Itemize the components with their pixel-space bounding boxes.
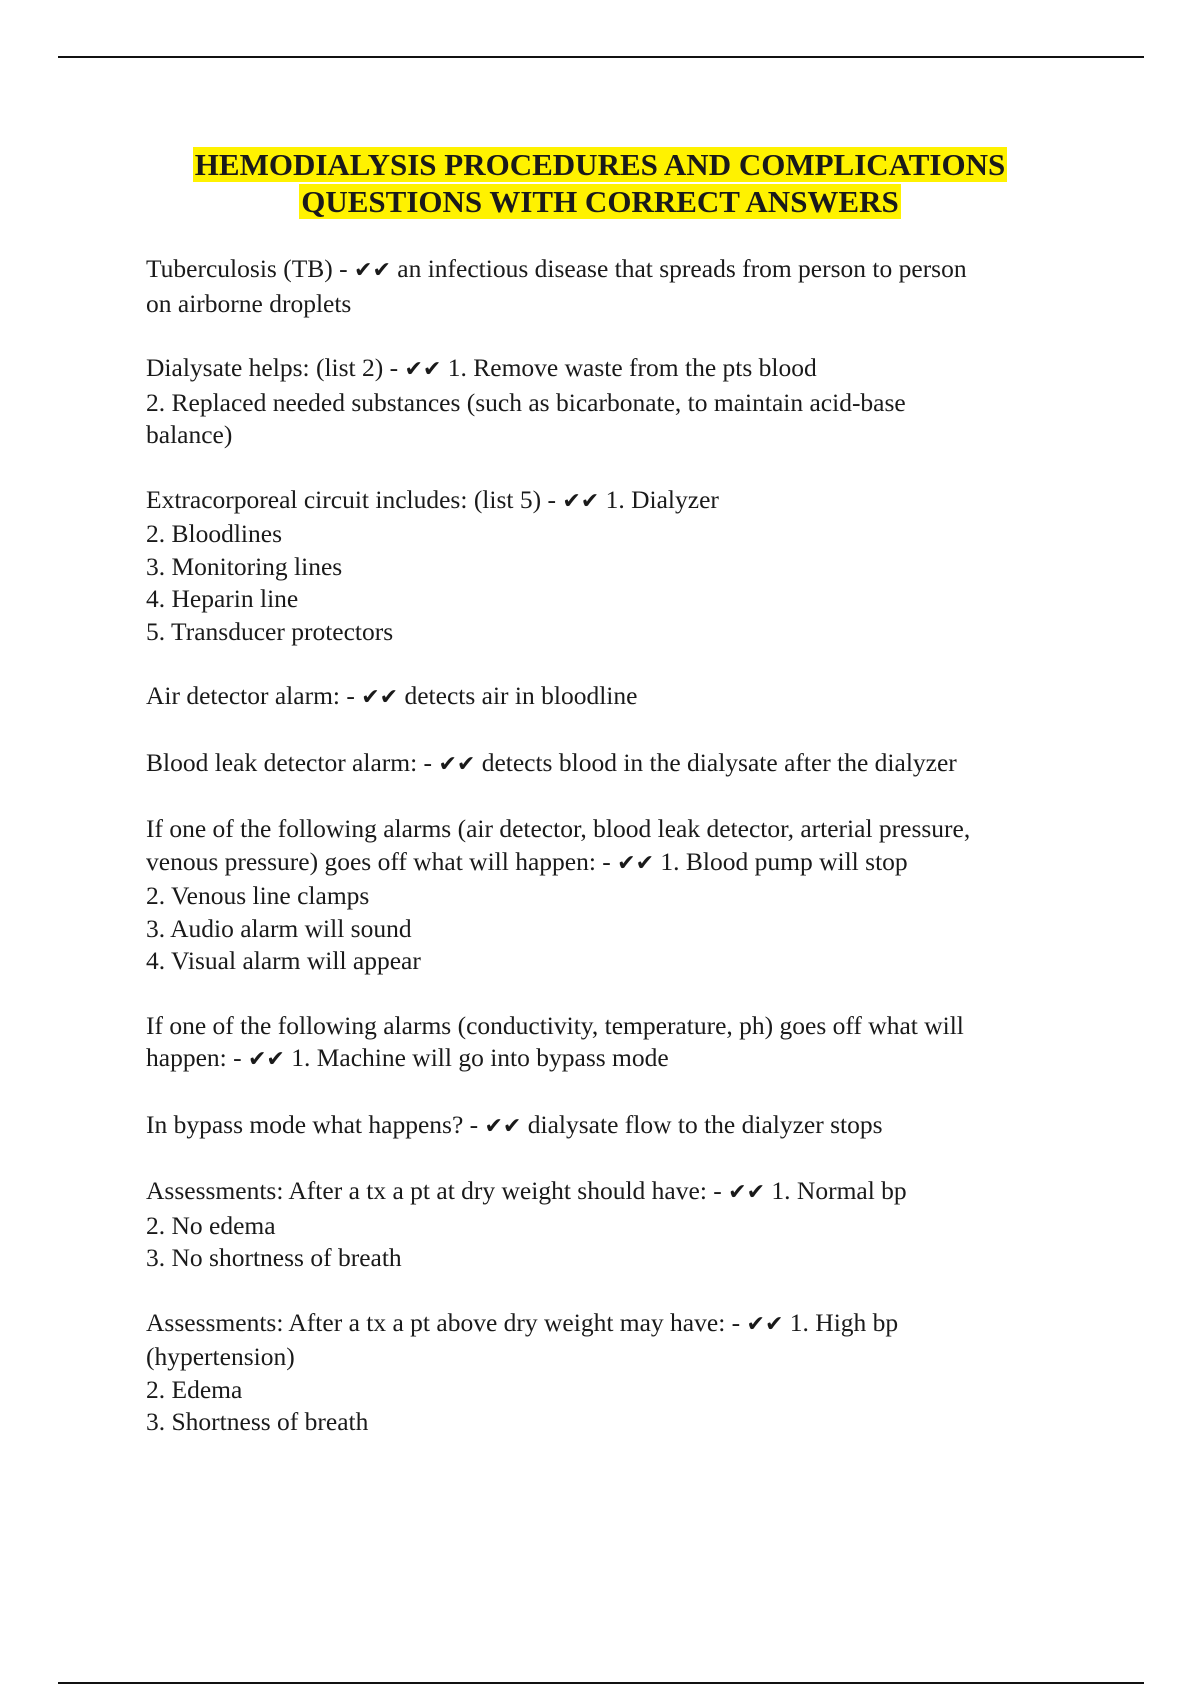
header-rule: [58, 56, 1144, 58]
qa-item: [146, 1109, 1086, 1144]
double-check-icon: ✔✔: [438, 751, 476, 777]
qa-line: venous pressure) goes off what will happen: - ✔✔ 1. Blood pump will stop: [146, 846, 908, 876]
qa-line: 2. Venous line clamps: [146, 881, 370, 910]
qa-item: [146, 680, 1086, 715]
qa-line: balance): [146, 420, 233, 449]
qa-line: Tuberculosis (TB) - ✔✔ an infectious disease that spreads from person to person: [146, 254, 967, 283]
page-title: [0, 146, 1200, 220]
qa-line: Air detector alarm: - ✔✔ detects air in bloodline: [146, 681, 638, 710]
qa-line: 2. No edema: [146, 1210, 276, 1240]
double-check-icon: ✔✔: [617, 850, 655, 876]
qa-item: [146, 1010, 1086, 1077]
qa-line: Blood leak detector alarm: - ✔✔ detects blood in the dialysate after the dialyzer: [146, 747, 957, 777]
qa-item: [146, 253, 1086, 320]
double-check-icon: ✔✔: [404, 357, 442, 382]
qa-line: If one of the following alarms (conductivity, temperature, ph) goes off what will: [146, 1010, 964, 1040]
qa-line: (hypertension): [146, 1342, 295, 1371]
qa-item: [146, 813, 1086, 978]
qa-line: 4. Visual alarm will appear: [146, 946, 421, 975]
qa-line: on airborne droplets: [146, 288, 352, 318]
qa-line: 2. Bloodlines: [146, 519, 283, 548]
double-check-icon: ✔✔: [354, 258, 391, 283]
qa-item: [146, 1307, 1086, 1439]
qa-line: 3. Shortness of breath: [146, 1407, 369, 1436]
qa-line: Assessments: After a tx a pt above dry weight may have: - ✔✔ 1. High bp: [146, 1307, 899, 1337]
qa-list: [146, 253, 1086, 1471]
qa-line: happen: - ✔✔ 1. Machine will go into bypass mode: [146, 1043, 669, 1072]
qa-line: If one of the following alarms (air detector, blood leak detector, arterial pressure,: [146, 814, 971, 843]
double-check-icon: ✔✔: [484, 1113, 522, 1139]
qa-line: Dialysate helps: (list 2) - ✔✔ 1. Remove waste from the pts blood: [146, 353, 817, 382]
double-check-icon: ✔✔: [562, 488, 600, 514]
qa-line: 3. Monitoring lines: [146, 551, 343, 581]
double-check-icon: ✔✔: [728, 1180, 766, 1205]
double-check-icon: ✔✔: [361, 685, 399, 710]
qa-item: [146, 352, 1086, 452]
qa-line: 2. Replaced needed substances (such as bicarbonate, to maintain acid-base: [146, 387, 906, 417]
qa-line: 3. Audio alarm will sound: [146, 913, 412, 943]
title-line-2: QUESTIONS WITH CORRECT ANSWERS: [301, 184, 899, 219]
title-line-1: HEMODIALYSIS PROCEDURES AND COMPLICATIONS: [194, 147, 1006, 182]
qa-line: 5. Transducer protectors: [146, 616, 394, 646]
qa-item: [146, 1175, 1086, 1275]
footer-rule: [58, 1682, 1144, 1684]
qa-line: In bypass mode what happens? - ✔✔ dialysate flow to the dialyzer stops: [146, 1109, 883, 1139]
qa-line: 4. Heparin line: [146, 584, 299, 613]
qa-item: [146, 747, 1086, 782]
qa-line: Extracorporeal circuit includes: (list 5) - ✔✔ 1. Dialyzer: [146, 484, 719, 514]
qa-line: 3. No shortness of breath: [146, 1243, 402, 1272]
qa-line: 2. Edema: [146, 1374, 243, 1404]
double-check-icon: ✔✔: [247, 1047, 285, 1072]
qa-line: Assessments: After a tx a pt at dry weight should have: - ✔✔ 1. Normal bp: [146, 1176, 907, 1205]
double-check-icon: ✔✔: [746, 1311, 784, 1337]
qa-item: [146, 484, 1086, 649]
